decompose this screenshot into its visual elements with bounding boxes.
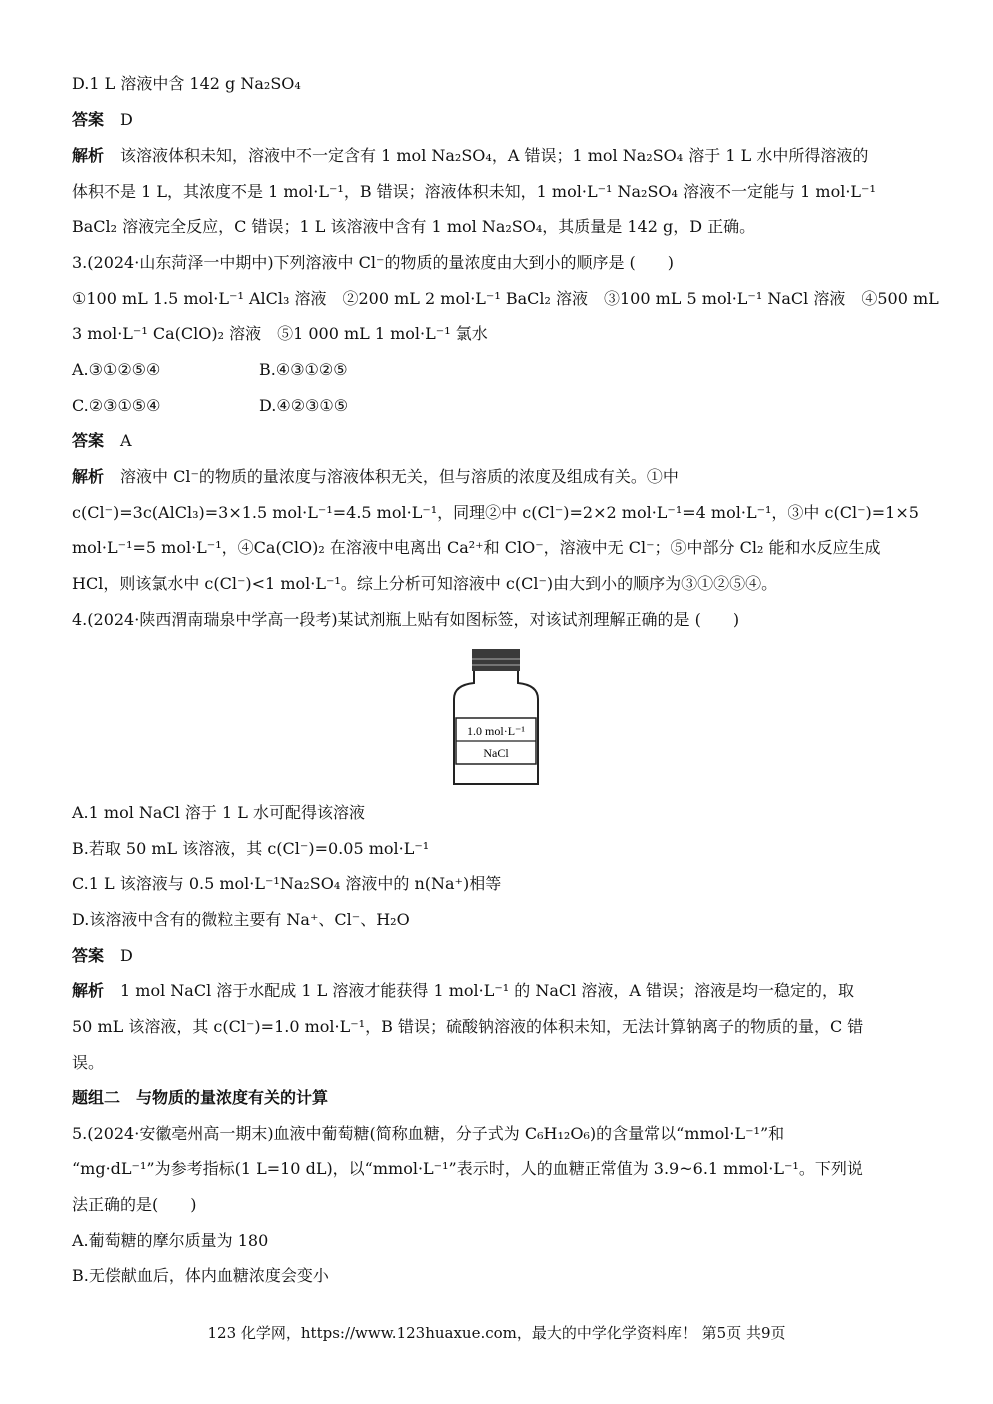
answer-value: D <box>120 946 133 965</box>
q4-answer <box>72 946 932 966</box>
q3-items-line-2: 3 mol·L⁻¹ Ca(ClO)₂ 溶液 ⑤1 000 mL 1 mol·L⁻¹ 氯水 <box>72 324 488 343</box>
answer-label: 答案 <box>72 110 105 129</box>
q4-option-d: D.该溶液中含有的微粒主要有 Na⁺、Cl⁻、H₂O <box>72 910 410 929</box>
q5-stem-line-3: 法正确的是( ) <box>72 1195 197 1214</box>
q4-stem: 4.(2024·陕西渭南瑞泉中学高一段考)某试剂瓶上贴有如图标签，对该试剂理解正确的是 ( ) <box>72 610 740 629</box>
q4-option-a: A.1 mol NaCl 溶于 1 L 水可配得该溶液 <box>72 803 365 822</box>
q3-option-c: C.②③①⑤④ <box>72 396 161 415</box>
analysis-text: 溶液中 Cl⁻的物质的量浓度与溶液体积无关，但与溶质的浓度及组成有关。①中 <box>120 467 679 486</box>
bottle-stopper <box>472 649 520 671</box>
q5-option-b: B.无偿献血后，体内血糖浓度会变小 <box>72 1266 329 1285</box>
q2-analysis-line-1 <box>72 146 932 166</box>
q3-option-b: B.④③①②⑤ <box>259 360 348 379</box>
bottle-label-concentration: 1.0 mol·L⁻¹ <box>467 724 525 738</box>
q5-option-a: A.葡萄糖的摩尔质量为 180 <box>72 1231 269 1250</box>
q3-analysis-line-2: c(Cl⁻)=3c(AlCl₃)=3×1.5 mol·L⁻¹=4.5 mol·L⁻¹，同理②中 c(Cl⁻)=2×2 mol·L⁻¹=4 mol·L⁻¹，③中 c(Cl⁻)=1×5 <box>72 503 919 522</box>
q2-analysis-line-3: BaCl₂ 溶液完全反应，C 错误；1 L 该溶液中含有 1 mol Na₂SO₄，其质量是 142 g，D 正确。 <box>72 217 756 236</box>
q4-analysis-line-2: 50 mL 该溶液，其 c(Cl⁻)=1.0 mol·L⁻¹，B 错误；硫酸钠溶液的体积未知，无法计算钠离子的物质的量，C 错 <box>72 1017 864 1036</box>
q4-analysis-line-3: 误。 <box>72 1053 105 1072</box>
analysis-label: 解析 <box>72 467 105 486</box>
q2-analysis-line-2: 体积不是 1 L，其浓度不是 1 mol·L⁻¹，B 错误；溶液体积未知，1 mol·L⁻¹ Na₂SO₄ 溶液不一定能与 1 mol·L⁻¹ <box>72 182 876 201</box>
q3-items-line-1: ①100 mL 1.5 mol·L⁻¹ AlCl₃ 溶液 ②200 mL 2 mol·L⁻¹ BaCl₂ 溶液 ③100 mL 5 mol·L⁻¹ NaCl 溶液 ④500 mL <box>72 289 939 308</box>
analysis-label: 解析 <box>72 981 105 1000</box>
group-two-title: 题组二 与物质的量浓度有关的计算 <box>72 1088 329 1107</box>
q2-answer <box>72 110 932 130</box>
q3-stem: 3.(2024·山东菏泽一中期中)下列溶液中 Cl⁻的物质的量浓度由大到小的顺序是 ( ) <box>72 253 675 272</box>
q5-stem-line-1: 5.(2024·安徽亳州高一期末)血液中葡萄糖(简称血糖，分子式为 C₆H₁₂O₆)的含量常以“mmol·L⁻¹”和 <box>72 1124 785 1143</box>
answer-label: 答案 <box>72 946 105 965</box>
answer-value: D <box>120 110 133 129</box>
analysis-label: 解析 <box>72 146 105 165</box>
q4-analysis-line-1 <box>72 981 932 1001</box>
page-footer: 123 化学网，https://www.123huaxue.com，最大的中学化学资料库！ 第5页 共9页 <box>207 1324 786 1342</box>
q5-stem-line-2: “mg·dL⁻¹”为参考指标(1 L=10 dL)，以“mmol·L⁻¹”表示时，人的血糖正常值为 3.9~6.1 mmol·L⁻¹。下列说 <box>72 1159 863 1178</box>
q3-analysis-line-4: HCl，则该氯水中 c(Cl⁻)<1 mol·L⁻¹。综上分析可知溶液中 c(Cl⁻)由大到小的顺序为③①②⑤④。 <box>72 574 778 593</box>
analysis-text: 1 mol NaCl 溶于水配成 1 L 溶液才能获得 1 mol·L⁻¹ 的 NaCl 溶液，A 错误；溶液是均一稳定的，取 <box>120 981 854 1000</box>
q2-option-d: D.1 L 溶液中含 142 g Na₂SO₄ <box>72 74 301 93</box>
q3-analysis-line-1 <box>72 467 932 487</box>
q4-option-b: B.若取 50 mL 该溶液，其 c(Cl⁻)=0.05 mol·L⁻¹ <box>72 839 430 858</box>
answer-value: A <box>120 431 132 450</box>
q4-option-c: C.1 L 该溶液与 0.5 mol·L⁻¹Na₂SO₄ 溶液中的 n(Na⁺)相等 <box>72 874 502 893</box>
q3-option-d: D.④②③①⑤ <box>259 396 349 415</box>
reagent-bottle-figure <box>446 645 546 790</box>
q3-analysis-line-3: mol·L⁻¹=5 mol·L⁻¹，④Ca(ClO)₂ 在溶液中电离出 Ca²⁺和 ClO⁻，溶液中无 Cl⁻；⑤中部分 Cl₂ 能和水反应生成 <box>72 538 881 557</box>
q3-option-a: A.③①②⑤④ <box>72 360 161 379</box>
q3-answer <box>72 431 932 451</box>
analysis-text: 该溶液体积未知，溶液中不一定含有 1 mol Na₂SO₄，A 错误；1 mol Na₂SO₄ 溶于 1 L 水中所得溶液的 <box>120 146 869 165</box>
bottle-label-substance: NaCl <box>483 746 509 760</box>
answer-label: 答案 <box>72 431 105 450</box>
